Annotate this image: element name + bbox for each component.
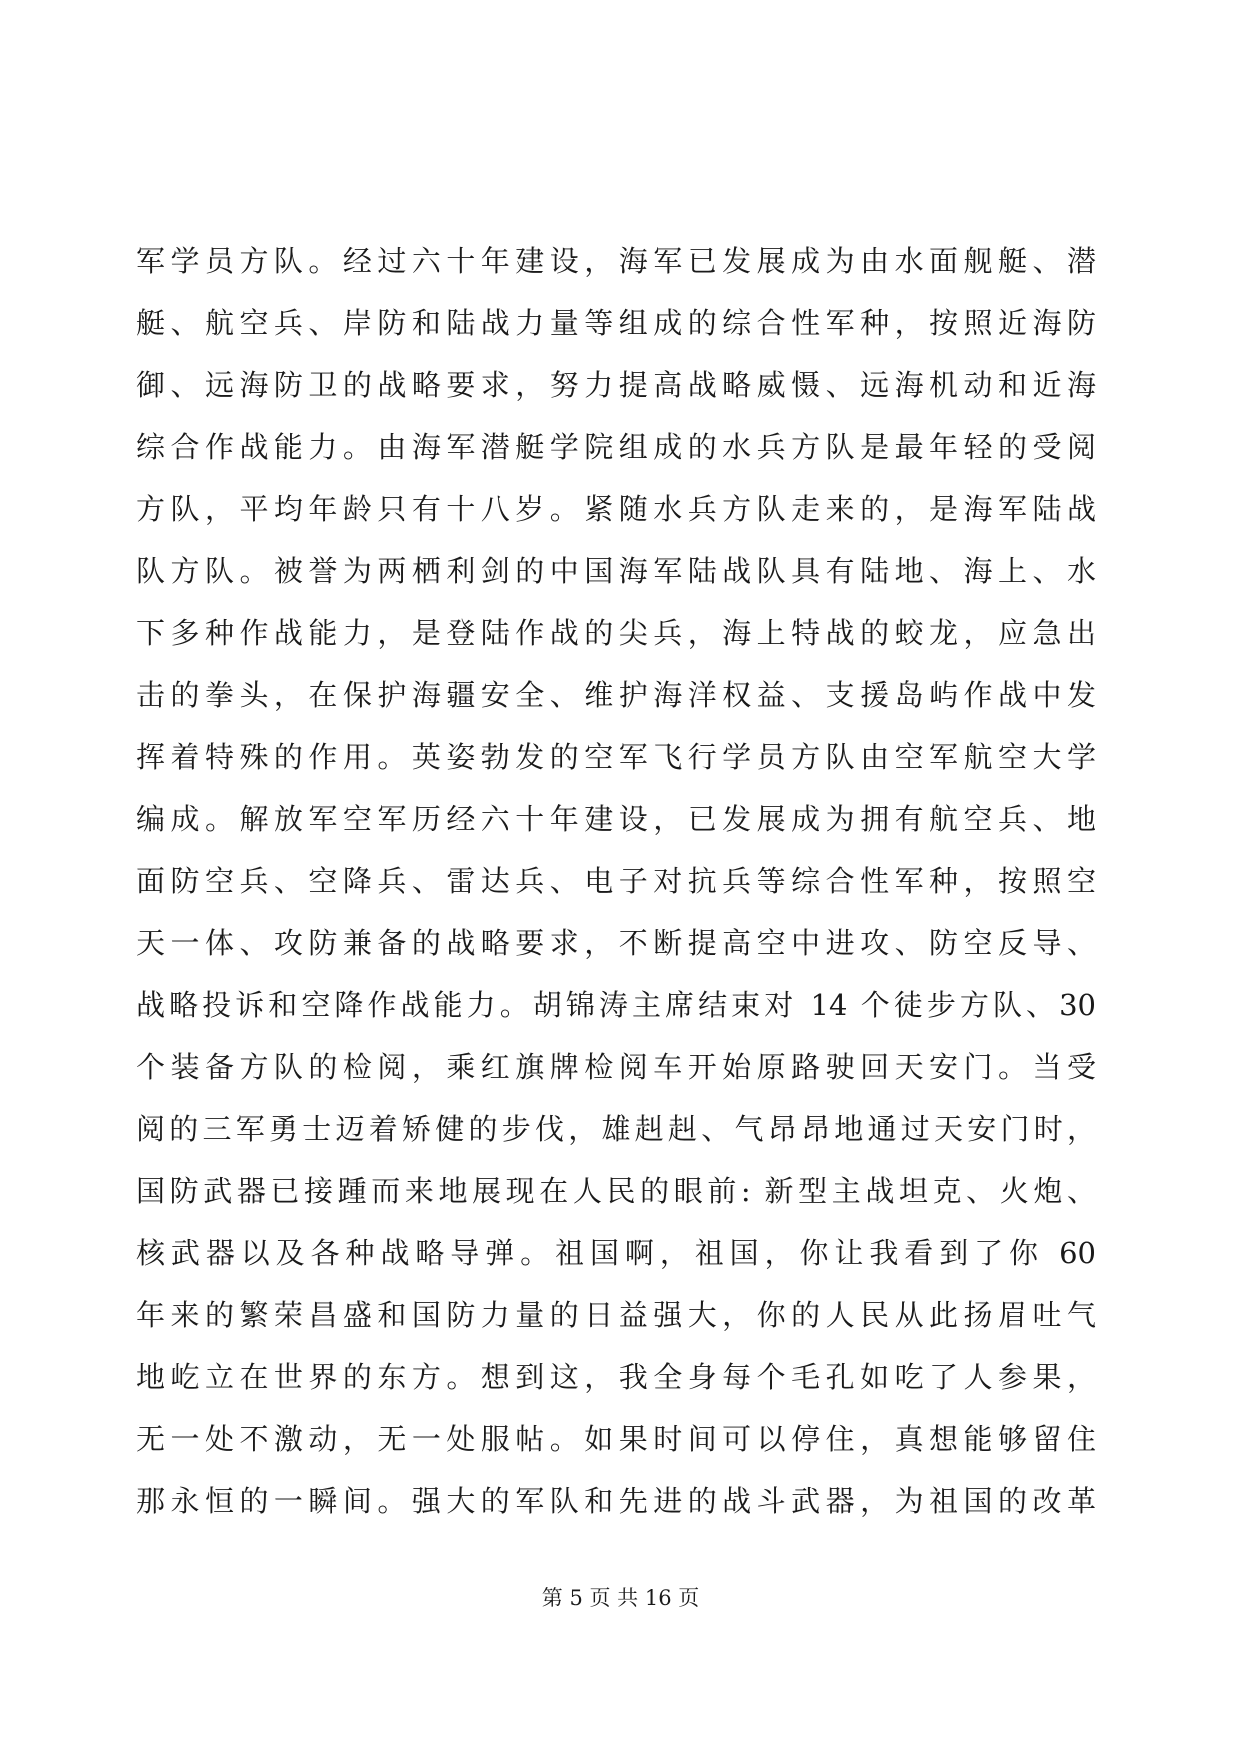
text-line: 阅的三军勇士迈着矫健的步伐，雄赳赳、气昂昂地通过天安门时，: [136, 1112, 1096, 1146]
text-line: 面防空兵、空降兵、雷达兵、电子对抗兵等综合性军种，按照空: [136, 864, 1096, 898]
text-line: 国防武器已接踵而来地展现在人民的眼前: 新型主战坦克、火炮、: [136, 1174, 1096, 1208]
page-footer: [0, 1583, 1241, 1613]
text-line: 年来的繁荣昌盛和国防力量的日益强大，你的人民从此扬眉吐气: [136, 1298, 1096, 1332]
body-text: [136, 230, 1096, 1532]
text-line: 队方队。被誉为两栖利剑的中国海军陆战队具有陆地、海上、水: [136, 554, 1096, 588]
text-line: 地屹立在世界的东方。想到这，我全身每个毛孔如吃了人参果，: [136, 1360, 1096, 1394]
text-line: 天一体、攻防兼备的战略要求，不断提高空中进攻、防空反导、: [136, 926, 1096, 960]
text-line: 御、远海防卫的战略要求，努力提高战略威慑、远海机动和近海: [136, 368, 1096, 402]
text-line: 编成。解放军空军历经六十年建设，已发展成为拥有航空兵、地: [136, 802, 1096, 836]
text-line: 个装备方队的检阅，乘红旗牌检阅车开始原路驶回天安门。当受: [136, 1050, 1096, 1084]
text-line: 艇、航空兵、岸防和陆战力量等组成的综合性军种，按照近海防: [136, 306, 1096, 340]
text-line: 核武器以及各种战略导弹。祖国啊，祖国，你让我看到了你 60: [136, 1236, 1096, 1270]
text-line: 军学员方队。经过六十年建设，海军已发展成为由水面舰艇、潜: [136, 244, 1096, 278]
text-line: 综合作战能力。由海军潜艇学院组成的水兵方队是最年轻的受阅: [136, 430, 1096, 464]
text-line: 战略投诉和空降作战能力。胡锦涛主席结束对 14 个徒步方队、30: [136, 988, 1096, 1022]
page-number-label: 第 5 页 共 16 页: [541, 1586, 700, 1610]
text-line: 挥着特殊的作用。英姿勃发的空军飞行学员方队由空军航空大学: [136, 740, 1096, 774]
text-line: 击的拳头，在保护海疆安全、维护海洋权益、支援岛屿作战中发: [136, 678, 1096, 712]
text-line: 无一处不激动，无一处服帖。如果时间可以停住，真想能够留住: [136, 1422, 1096, 1456]
text-line: 方队，平均年龄只有十八岁。紧随水兵方队走来的，是海军陆战: [136, 492, 1096, 526]
text-line: 下多种作战能力，是登陆作战的尖兵，海上特战的蛟龙，应急出: [136, 616, 1096, 650]
text-line: 那永恒的一瞬间。强大的军队和先进的战斗武器，为祖国的改革: [136, 1484, 1096, 1518]
